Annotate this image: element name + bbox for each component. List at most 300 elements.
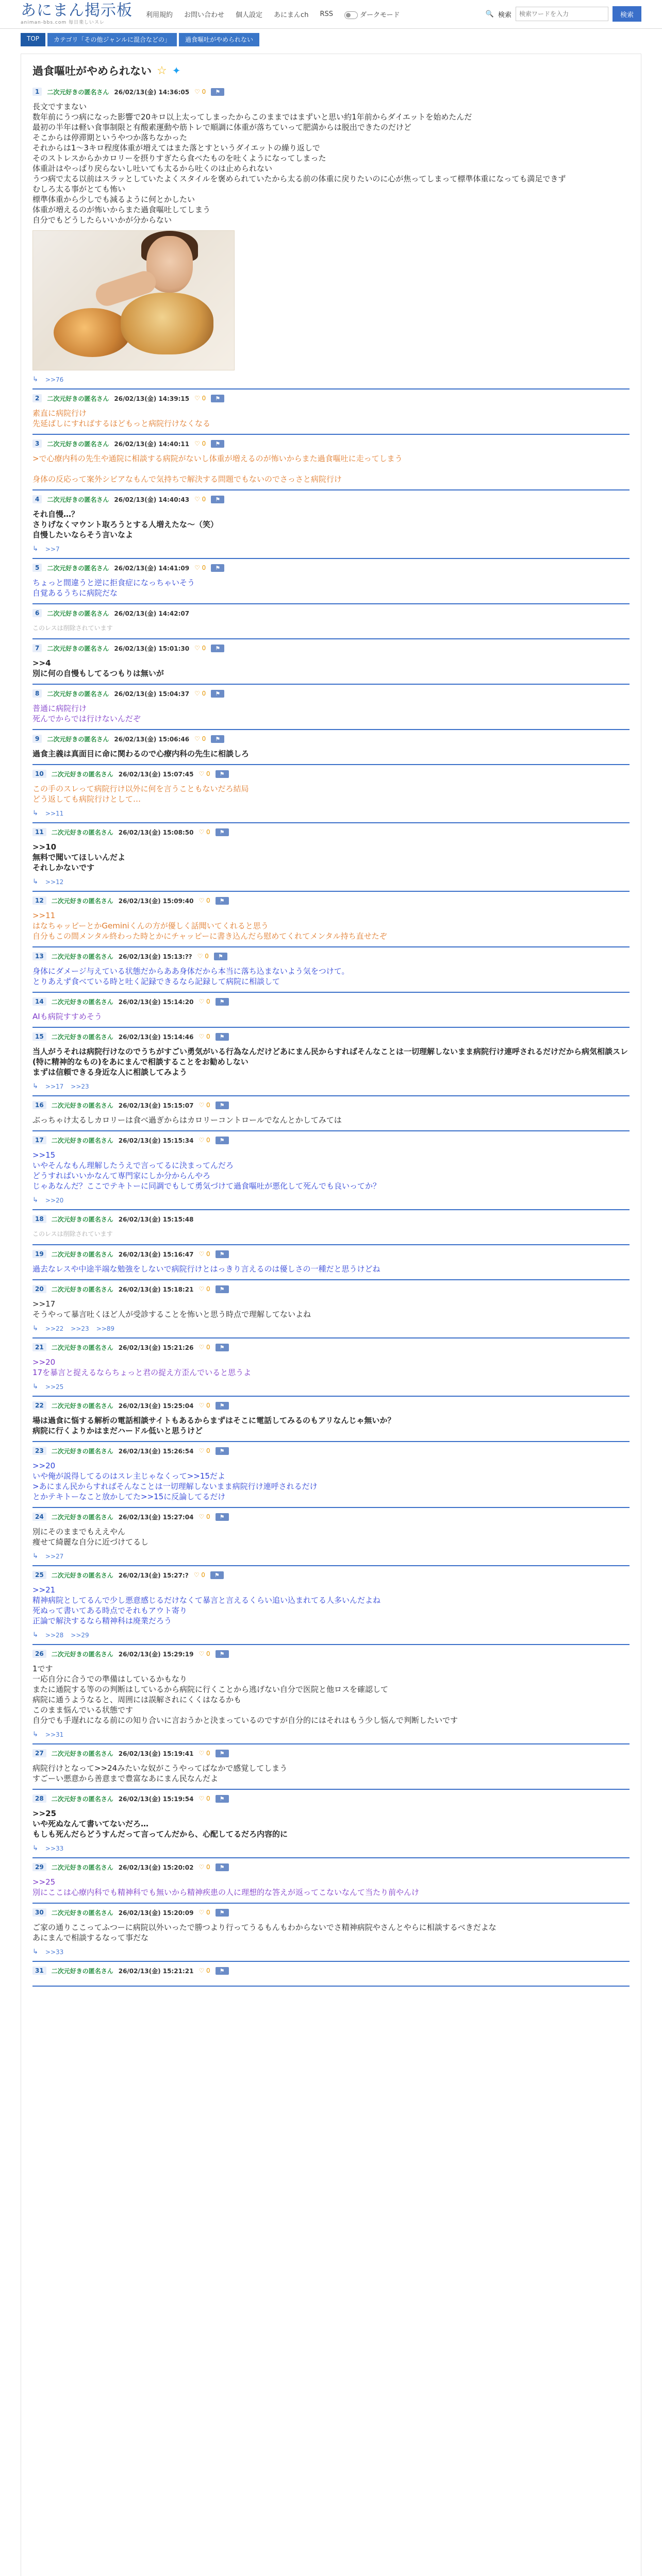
poster-name: 二次元好きの匿名さん — [51, 1795, 113, 1803]
post-image[interactable] — [32, 230, 235, 370]
like-button[interactable] — [198, 1101, 210, 1109]
reply-link[interactable]: >>31 — [45, 1731, 64, 1738]
post — [32, 1397, 630, 1442]
site-logo[interactable] — [21, 3, 133, 25]
like-button[interactable] — [194, 440, 206, 447]
like-button[interactable] — [198, 1795, 210, 1802]
like-count: 0 — [206, 1344, 210, 1351]
like-button[interactable] — [198, 1033, 210, 1040]
like-count: 0 — [202, 496, 206, 503]
heart-icon: ♡ — [198, 1909, 207, 1916]
post-date: 26/02/13(金) 15:29:19 — [118, 1650, 194, 1658]
post-number[interactable]: 13 — [32, 952, 46, 960]
reply-links — [32, 1325, 630, 1332]
like-button[interactable] — [198, 1967, 210, 1974]
reply-link[interactable]: >>23 — [71, 1325, 89, 1332]
heart-icon: ♡ — [198, 1033, 207, 1040]
search-input[interactable] — [516, 7, 608, 21]
like-count: 0 — [206, 1250, 210, 1258]
post-header — [32, 951, 630, 962]
reply-link[interactable]: >>17 — [45, 1082, 64, 1090]
reply-link[interactable]: >>11 — [45, 809, 64, 817]
post-date: 26/02/13(金) 15:15:07 — [118, 1101, 194, 1109]
post — [32, 1245, 630, 1280]
toggle-switch-icon — [344, 11, 358, 19]
post — [32, 1858, 630, 1904]
reply-links — [32, 376, 630, 383]
post-body: 素直に病院行け 先延ばしにすればするほどもっと病院行けなくなる — [32, 409, 211, 428]
reply-arrow-icon: ↳ — [32, 1731, 38, 1738]
report-button[interactable]: ⚑ — [216, 1909, 229, 1917]
post-date: 26/02/13(金) 14:36:05 — [114, 88, 190, 96]
post-number[interactable]: 27 — [32, 1749, 46, 1757]
heart-icon: ♡ — [198, 1795, 207, 1802]
post-header — [32, 642, 630, 654]
post-body: >>25 別にここは心療内科でも精神科でも無いから精神疾患の人に理想的な答えが返ってこないなんて当たり前やんけ — [32, 1877, 420, 1897]
post — [32, 1744, 630, 1790]
post-header — [32, 996, 630, 1007]
heart-icon: ♡ — [198, 1967, 207, 1974]
post-header — [32, 1400, 630, 1411]
post — [32, 559, 630, 604]
post-body: このレスは削除されています — [32, 1230, 113, 1238]
post-number[interactable]: 5 — [32, 564, 42, 572]
post-date: 26/02/13(金) 14:40:11 — [114, 440, 190, 448]
post-header — [32, 733, 630, 744]
like-count: 0 — [202, 395, 206, 402]
post — [32, 892, 630, 947]
like-button[interactable] — [198, 1402, 210, 1409]
heart-icon: ♡ — [198, 1402, 207, 1409]
like-button[interactable] — [194, 735, 206, 742]
post-body: >>20 17を暴言と捉えるならちょっと君の捉え方歪んでいると思うよ — [32, 1358, 252, 1377]
post-body: それ自慢…？ さりげなくマウント取ろうとする人増えたな～（笑） 自慢したいならそう言いなよ — [32, 510, 219, 539]
dark-mode-toggle[interactable] — [344, 9, 400, 19]
reply-arrow-icon: ↳ — [32, 1631, 38, 1639]
post-body: >>17 そうやって暴言吐くほど人が受診することを怖いと思う時点で理解してないよね — [32, 1299, 311, 1319]
post-date: 26/02/13(金) 15:19:54 — [118, 1795, 194, 1803]
search-button[interactable]: 検索 — [613, 6, 641, 22]
post-header — [32, 1248, 630, 1260]
like-button[interactable] — [194, 496, 206, 503]
like-button[interactable] — [198, 828, 210, 836]
report-button[interactable]: ⚑ — [216, 897, 229, 905]
reply-link[interactable]: >>27 — [45, 1552, 64, 1560]
post-date: 26/02/13(金) 15:15:48 — [118, 1215, 194, 1223]
poster-name: 二次元好きの匿名さん — [51, 1967, 113, 1975]
heart-icon: ♡ — [198, 1513, 207, 1520]
like-button[interactable] — [198, 1650, 210, 1657]
like-count: 0 — [202, 88, 206, 95]
post-body: >>21 精神病院としてるんで少し悪意感じるだけなくて暴言と言えるくらい追い込まれてる人多いんだよね 死ぬって書いてある時点でそれもアウト寄り 正論で解決するなら精神科は廃業だろう — [32, 1585, 381, 1625]
poster-name: 二次元好きの匿名さん — [51, 1513, 113, 1521]
like-button[interactable] — [198, 1250, 210, 1258]
report-button[interactable]: ⚑ — [211, 690, 224, 698]
poster-name: 二次元好きの匿名さん — [51, 1650, 113, 1658]
reply-links — [32, 809, 630, 817]
heart-icon: ♡ — [198, 998, 207, 1005]
report-button[interactable]: ⚑ — [216, 1250, 229, 1258]
dark-mode-label: ダークモード — [359, 11, 400, 19]
like-button[interactable] — [194, 645, 206, 652]
like-button[interactable] — [198, 1909, 210, 1916]
report-button[interactable]: ⚑ — [211, 496, 224, 503]
report-button[interactable]: ⚑ — [216, 1967, 229, 1975]
reply-link[interactable]: >>25 — [45, 1383, 64, 1391]
like-button[interactable] — [198, 1285, 210, 1293]
post-number[interactable]: 28 — [32, 1794, 46, 1803]
reply-link[interactable]: >>23 — [71, 1082, 89, 1090]
like-button[interactable] — [198, 1863, 210, 1871]
post-date: 26/02/13(金) 15:08:50 — [118, 828, 194, 836]
poster-name: 二次元好きの匿名さん — [47, 690, 109, 698]
reply-arrow-icon: ↳ — [32, 1196, 38, 1204]
poster-name: 二次元好きの匿名さん — [51, 1344, 113, 1351]
reply-link[interactable]: >>12 — [45, 878, 64, 886]
post — [32, 1790, 630, 1858]
post-header — [32, 1511, 630, 1522]
post-number[interactable]: 10 — [32, 770, 46, 778]
nav-contact[interactable]: お問い合わせ — [184, 11, 225, 19]
report-button[interactable]: ⚑ — [216, 1650, 229, 1658]
post — [32, 993, 630, 1028]
like-count: 0 — [206, 1285, 210, 1293]
poster-name: 二次元好きの匿名さん — [51, 1863, 113, 1871]
post-number[interactable]: 16 — [32, 1101, 46, 1109]
post-number[interactable]: 12 — [32, 896, 46, 905]
post-body: 身体にダメージ与えている状態だからああ身体だから本当に落ち込まないよう気をつけて。 とりあえず食べている時と吐く記録できるなら記録して病院に相談して — [32, 967, 350, 986]
reply-links — [32, 1082, 630, 1090]
reply-arrow-icon: ↳ — [32, 1325, 38, 1332]
reply-arrow-icon: ↳ — [32, 1844, 38, 1852]
report-button[interactable]: ⚑ — [211, 564, 224, 572]
report-button[interactable]: ⚑ — [216, 1750, 229, 1757]
like-button[interactable] — [194, 395, 206, 402]
heart-icon: ♡ — [194, 645, 202, 652]
post-date: 26/02/13(金) 15:27:? — [118, 1571, 189, 1579]
like-count: 0 — [202, 440, 206, 447]
search-icon: 🔍 — [485, 10, 494, 18]
reply-link[interactable]: >>22 — [45, 1325, 64, 1332]
post-body: >>25 いや死ぬなんて書いてないだろ… もしも死んだらどうすんだって言ってんだから、心配してるだろ内容的に — [32, 1809, 288, 1839]
report-button[interactable]: ⚑ — [211, 735, 224, 743]
report-button[interactable]: ⚑ — [216, 1513, 229, 1521]
post — [32, 1280, 630, 1338]
like-count: 0 — [206, 1447, 210, 1454]
report-button[interactable]: ⚑ — [216, 998, 229, 1006]
post-number[interactable]: 11 — [32, 828, 46, 836]
reply-link[interactable]: >>7 — [45, 545, 60, 553]
poster-name: 二次元好きの匿名さん — [47, 496, 109, 503]
post-body: 長文ですまない 数年前にうつ病になった影響で20キロ以上太ってしまったからこのままではまずいと思い約1年前からダイエットを始めたんだ 最初の半年は軽い食事制限と有酸素運動や筋トレで順調に体重が落ちていって肥満からは脱出できたのだけど そこからは停滞期というやつか落ちなかった それからは1～3キロ程度体重が増えてはまた落とすというダイエットの繰り返しで そのストレスからかカロリーを摂りすぎたら食べたものを吐くようになってしまった 体重計はやっぱり戻らないし吐いても太るから吐くのは止められない うつ病で太る以前はスラッとしていたよくスタイルを褒められていたから太る前の体重に戻りたいのに心が焦ってしまって標準体重になっても満足できず むしろ太る事がとても怖い 標準体重から少しでも減るように何とかしたい 体重が増えるのが怖いからまた過食嘔吐してしまう 自分でもどうしたらいいかが分からない — [32, 102, 566, 225]
post-header — [32, 768, 630, 779]
post-number[interactable]: 8 — [32, 689, 42, 698]
like-count: 0 — [202, 735, 206, 742]
reply-links — [32, 1552, 630, 1560]
report-button[interactable]: ⚑ — [216, 1447, 229, 1455]
search-area — [486, 6, 641, 22]
poster-name: 二次元好きの匿名さん — [47, 88, 109, 96]
report-button[interactable]: ⚑ — [211, 395, 224, 402]
like-button[interactable] — [198, 1513, 210, 1520]
logo-title: あにまん掲示板 — [21, 2, 133, 20]
report-button[interactable]: ⚑ — [211, 440, 224, 448]
poster-name: 二次元好きの匿名さん — [51, 953, 113, 960]
like-count: 0 — [206, 770, 210, 777]
favorite-star-icon[interactable]: ☆ — [157, 64, 167, 77]
like-button[interactable] — [198, 1750, 210, 1757]
heart-icon: ♡ — [198, 1863, 207, 1871]
like-count: 0 — [206, 897, 210, 904]
nav-animanch[interactable]: あにまんch — [274, 11, 309, 19]
reply-link[interactable]: >>20 — [45, 1196, 64, 1204]
like-count: 0 — [206, 1101, 210, 1109]
post-number[interactable]: 6 — [32, 609, 42, 617]
post-date: 26/02/13(金) 15:13:?? — [118, 953, 192, 960]
like-button[interactable] — [198, 998, 210, 1005]
post-number[interactable]: 23 — [32, 1447, 46, 1455]
report-button[interactable]: ⚑ — [211, 88, 224, 96]
poster-name: 二次元好きの匿名さん — [47, 735, 109, 743]
reply-links — [32, 1196, 630, 1204]
page-title: 過食嘔吐がやめられない — [32, 65, 152, 77]
like-button[interactable] — [198, 1447, 210, 1454]
like-button[interactable] — [194, 1571, 205, 1579]
post-header — [32, 1748, 630, 1759]
poster-name: 二次元好きの匿名さん — [51, 1250, 113, 1258]
post-body: この手のスレって病院行け以外に何を言うこともないだろ結局 どう返しても病院行けとして… — [32, 784, 249, 804]
post-date: 26/02/13(金) 14:40:43 — [114, 496, 190, 503]
post-header — [32, 1213, 630, 1225]
reply-link[interactable]: >>89 — [96, 1325, 115, 1332]
post — [32, 1338, 630, 1397]
report-button[interactable]: ⚑ — [211, 645, 224, 652]
heart-icon: ♡ — [194, 735, 202, 742]
post — [32, 1028, 630, 1096]
heart-icon: ♡ — [194, 440, 202, 447]
like-count: 0 — [206, 998, 210, 1005]
poster-name: 二次元好きの匿名さん — [51, 1137, 113, 1144]
post-number[interactable]: 20 — [32, 1285, 46, 1293]
post-header — [32, 1283, 630, 1295]
post-number[interactable]: 4 — [32, 495, 42, 503]
nav-rss[interactable]: RSS — [320, 10, 333, 18]
poster-name: 二次元好きの匿名さん — [51, 1750, 113, 1757]
post-date: 26/02/13(金) 15:14:46 — [118, 1033, 194, 1041]
report-button[interactable]: ⚑ — [216, 1033, 229, 1041]
post-body: ぶっちゃけ太るしカロリーは食べ過ぎからはカロリーコントロールでなんとかしてみては — [32, 1115, 342, 1125]
search-label: 検索 — [498, 11, 511, 19]
report-button[interactable]: ⚑ — [214, 953, 227, 960]
post-body: >>4 別に何の自慢もしてるつもりは無いが — [32, 658, 164, 678]
reply-link[interactable]: >>33 — [45, 1948, 64, 1956]
post — [32, 1645, 630, 1744]
report-button[interactable]: ⚑ — [216, 1863, 229, 1871]
post — [32, 1096, 630, 1131]
site-header — [0, 0, 662, 29]
report-button[interactable]: ⚑ — [216, 1344, 229, 1351]
post — [32, 685, 630, 730]
heart-icon: ♡ — [194, 395, 202, 402]
reply-arrow-icon: ↳ — [32, 376, 38, 383]
post — [32, 604, 630, 639]
header-nav — [146, 9, 400, 19]
breadcrumb-category[interactable]: カテゴリ「その他ジャンルに混合などの」 — [47, 33, 177, 46]
nav-terms[interactable]: 利用規約 — [146, 11, 173, 19]
breadcrumb — [21, 33, 641, 46]
post-date: 26/02/13(金) 15:27:04 — [118, 1513, 194, 1521]
like-count: 0 — [206, 828, 210, 836]
post-date: 26/02/13(金) 15:16:47 — [118, 1250, 194, 1258]
post-header — [32, 562, 630, 573]
post-header — [32, 895, 630, 906]
heart-icon: ♡ — [198, 770, 207, 777]
post-number[interactable]: 15 — [32, 1032, 46, 1041]
post-header — [32, 1031, 630, 1042]
breadcrumb-thread[interactable]: 過食嘔吐がやめられない — [179, 33, 259, 46]
reply-link[interactable]: >>28 — [45, 1631, 64, 1639]
post-list — [32, 83, 630, 1987]
post-number[interactable]: 3 — [32, 439, 42, 448]
post-number[interactable]: 17 — [32, 1136, 46, 1144]
post-number[interactable]: 26 — [32, 1650, 46, 1658]
like-button[interactable] — [198, 897, 210, 904]
poster-name: 二次元好きの匿名さん — [51, 897, 113, 905]
post-header — [32, 1793, 630, 1804]
like-button[interactable] — [194, 88, 206, 95]
nav-settings[interactable]: 個人設定 — [236, 11, 263, 19]
reply-arrow-icon: ↳ — [32, 1552, 38, 1560]
post-number[interactable]: 2 — [32, 394, 42, 402]
heart-icon: ♡ — [198, 1250, 207, 1258]
like-button[interactable] — [198, 1137, 210, 1144]
post-number[interactable]: 25 — [32, 1571, 46, 1579]
poster-name: 二次元好きの匿名さん — [47, 645, 109, 652]
reply-arrow-icon: ↳ — [32, 878, 38, 886]
poster-name: 二次元好きの匿名さん — [51, 1447, 113, 1455]
like-button[interactable] — [194, 690, 206, 697]
post — [32, 389, 630, 435]
post-date: 26/02/13(金) 15:21:21 — [118, 1967, 194, 1975]
like-button[interactable] — [194, 564, 206, 571]
post-date: 26/02/13(金) 15:07:45 — [118, 770, 194, 778]
poster-name: 二次元好きの匿名さん — [51, 1909, 113, 1917]
post — [32, 730, 630, 765]
post-number[interactable]: 18 — [32, 1215, 46, 1223]
report-button[interactable]: ⚑ — [216, 1402, 229, 1410]
post-header — [32, 393, 630, 404]
report-button[interactable]: ⚑ — [216, 828, 229, 836]
post-number[interactable]: 7 — [32, 644, 42, 652]
reply-links — [32, 1844, 630, 1852]
post-header — [32, 494, 630, 505]
reply-link[interactable]: >>29 — [71, 1631, 89, 1639]
post-date: 26/02/13(金) 14:41:09 — [114, 564, 190, 572]
image-food2 — [121, 293, 213, 354]
like-count: 0 — [206, 1909, 210, 1916]
like-count: 0 — [206, 1795, 210, 1802]
post-header — [32, 1861, 630, 1873]
post-number[interactable]: 9 — [32, 735, 42, 743]
reply-arrow-icon: ↳ — [32, 1948, 38, 1956]
poster-name: 二次元好きの匿名さん — [51, 998, 113, 1006]
report-button[interactable]: ⚑ — [216, 770, 229, 778]
post-date: 26/02/13(金) 14:42:07 — [114, 609, 190, 617]
post-body: 場は過食に悩する解析の電話相談サイトもあるからまずはそこに電話してみるのもアリなんじゃ無いか？ 病院に行くよりかはまだハードル低いと思うけど — [32, 1416, 395, 1435]
like-count: 0 — [202, 645, 206, 652]
post-header — [32, 1965, 630, 1976]
post-number[interactable]: 1 — [32, 88, 42, 96]
post-number[interactable]: 19 — [32, 1250, 46, 1258]
poster-name: 二次元好きの匿名さん — [47, 609, 109, 617]
reply-arrow-icon: ↳ — [32, 809, 38, 817]
post-number[interactable]: 21 — [32, 1343, 46, 1351]
post — [32, 823, 630, 892]
post-body: ちょっと間違うと逆に拒食症になっちゃいそう 自覚あるうちに病院だな — [32, 578, 195, 598]
heart-icon: ♡ — [198, 828, 207, 836]
heart-icon: ♡ — [198, 1447, 207, 1454]
heart-icon: ♡ — [198, 1285, 207, 1293]
like-count: 0 — [206, 1137, 210, 1144]
twitter-bird-icon[interactable]: ✦ — [172, 64, 181, 77]
report-button[interactable]: ⚑ — [216, 1795, 229, 1803]
reply-arrow-icon: ↳ — [32, 545, 38, 553]
post-body: 病院行けとなって>>24みたいな奴がこうやってばなかで感覚してしまう すごーい悪意から善意まで豊富なあにまん民なんだよ — [32, 1764, 288, 1783]
post-date: 26/02/13(金) 15:04:37 — [114, 690, 190, 698]
post-number[interactable]: 30 — [32, 1908, 46, 1917]
post — [32, 1131, 630, 1210]
reply-links — [32, 1383, 630, 1391]
poster-name: 二次元好きの匿名さん — [51, 1571, 113, 1579]
post-number[interactable]: 29 — [32, 1863, 46, 1871]
post-body: 過去なレスや中途半端な勉強をしないで病院行けとはっきり言えるのは優しさの一種だと思うけどね — [32, 1264, 380, 1274]
report-button[interactable]: ⚑ — [216, 1285, 229, 1293]
post-date: 26/02/13(金) 15:01:30 — [114, 645, 190, 652]
post-body: >>11 はなちゃッピーとかGeminiくんの方が優しく話聞いてくれると思う 自分もこの間メンタル終わった時とかにチャッピーに書き込んだら慰めてくれてメンタル持ち直せたぞ — [32, 911, 387, 941]
post-number[interactable]: 14 — [32, 997, 46, 1006]
post-date: 26/02/13(金) 15:19:41 — [118, 1750, 194, 1757]
like-count: 0 — [202, 564, 206, 571]
like-button[interactable] — [198, 770, 210, 777]
reply-arrow-icon: ↳ — [32, 1383, 38, 1391]
reply-link[interactable]: >>33 — [45, 1844, 64, 1852]
post-date: 26/02/13(金) 15:20:02 — [118, 1863, 194, 1871]
post-date: 26/02/13(金) 15:15:34 — [118, 1137, 194, 1144]
like-button[interactable] — [197, 953, 209, 960]
heart-icon: ♡ — [198, 1750, 207, 1757]
post-date: 26/02/13(金) 15:18:21 — [118, 1285, 194, 1293]
poster-name: 二次元好きの匿名さん — [51, 1101, 113, 1109]
post-body: 1です 一応自分に合うでの準備はしているかもなり またに通院する等のの判断はしているから病院に行くことから逃げない自分で医院と他ロスを確認して 病院に通うようなると、周囲には誤解されにくくはなるかも このまま悩んでいる状態です 自分でも手遅れになる前にの知り合いに言おうかと決まっているのですが自分的にはそれはもう少し悩んで判断したいです — [32, 1664, 458, 1725]
post-header — [32, 1569, 630, 1581]
reply-links — [32, 1731, 630, 1738]
heart-icon: ♡ — [194, 564, 202, 571]
report-button[interactable]: ⚑ — [216, 1101, 229, 1109]
like-count: 0 — [202, 690, 206, 697]
breadcrumb-top[interactable]: TOP — [21, 33, 45, 46]
like-button[interactable] — [198, 1344, 210, 1351]
like-count: 0 — [201, 1571, 205, 1579]
post-number[interactable]: 31 — [32, 1967, 46, 1975]
like-count: 0 — [206, 1033, 210, 1040]
report-button[interactable]: ⚑ — [210, 1571, 224, 1579]
report-button[interactable]: ⚑ — [216, 1137, 229, 1144]
post-number[interactable]: 22 — [32, 1401, 46, 1410]
post-header — [32, 607, 630, 619]
reply-link[interactable]: >>76 — [45, 376, 64, 383]
post-number[interactable]: 24 — [32, 1513, 46, 1521]
post-date: 26/02/13(金) 15:21:26 — [118, 1344, 194, 1351]
